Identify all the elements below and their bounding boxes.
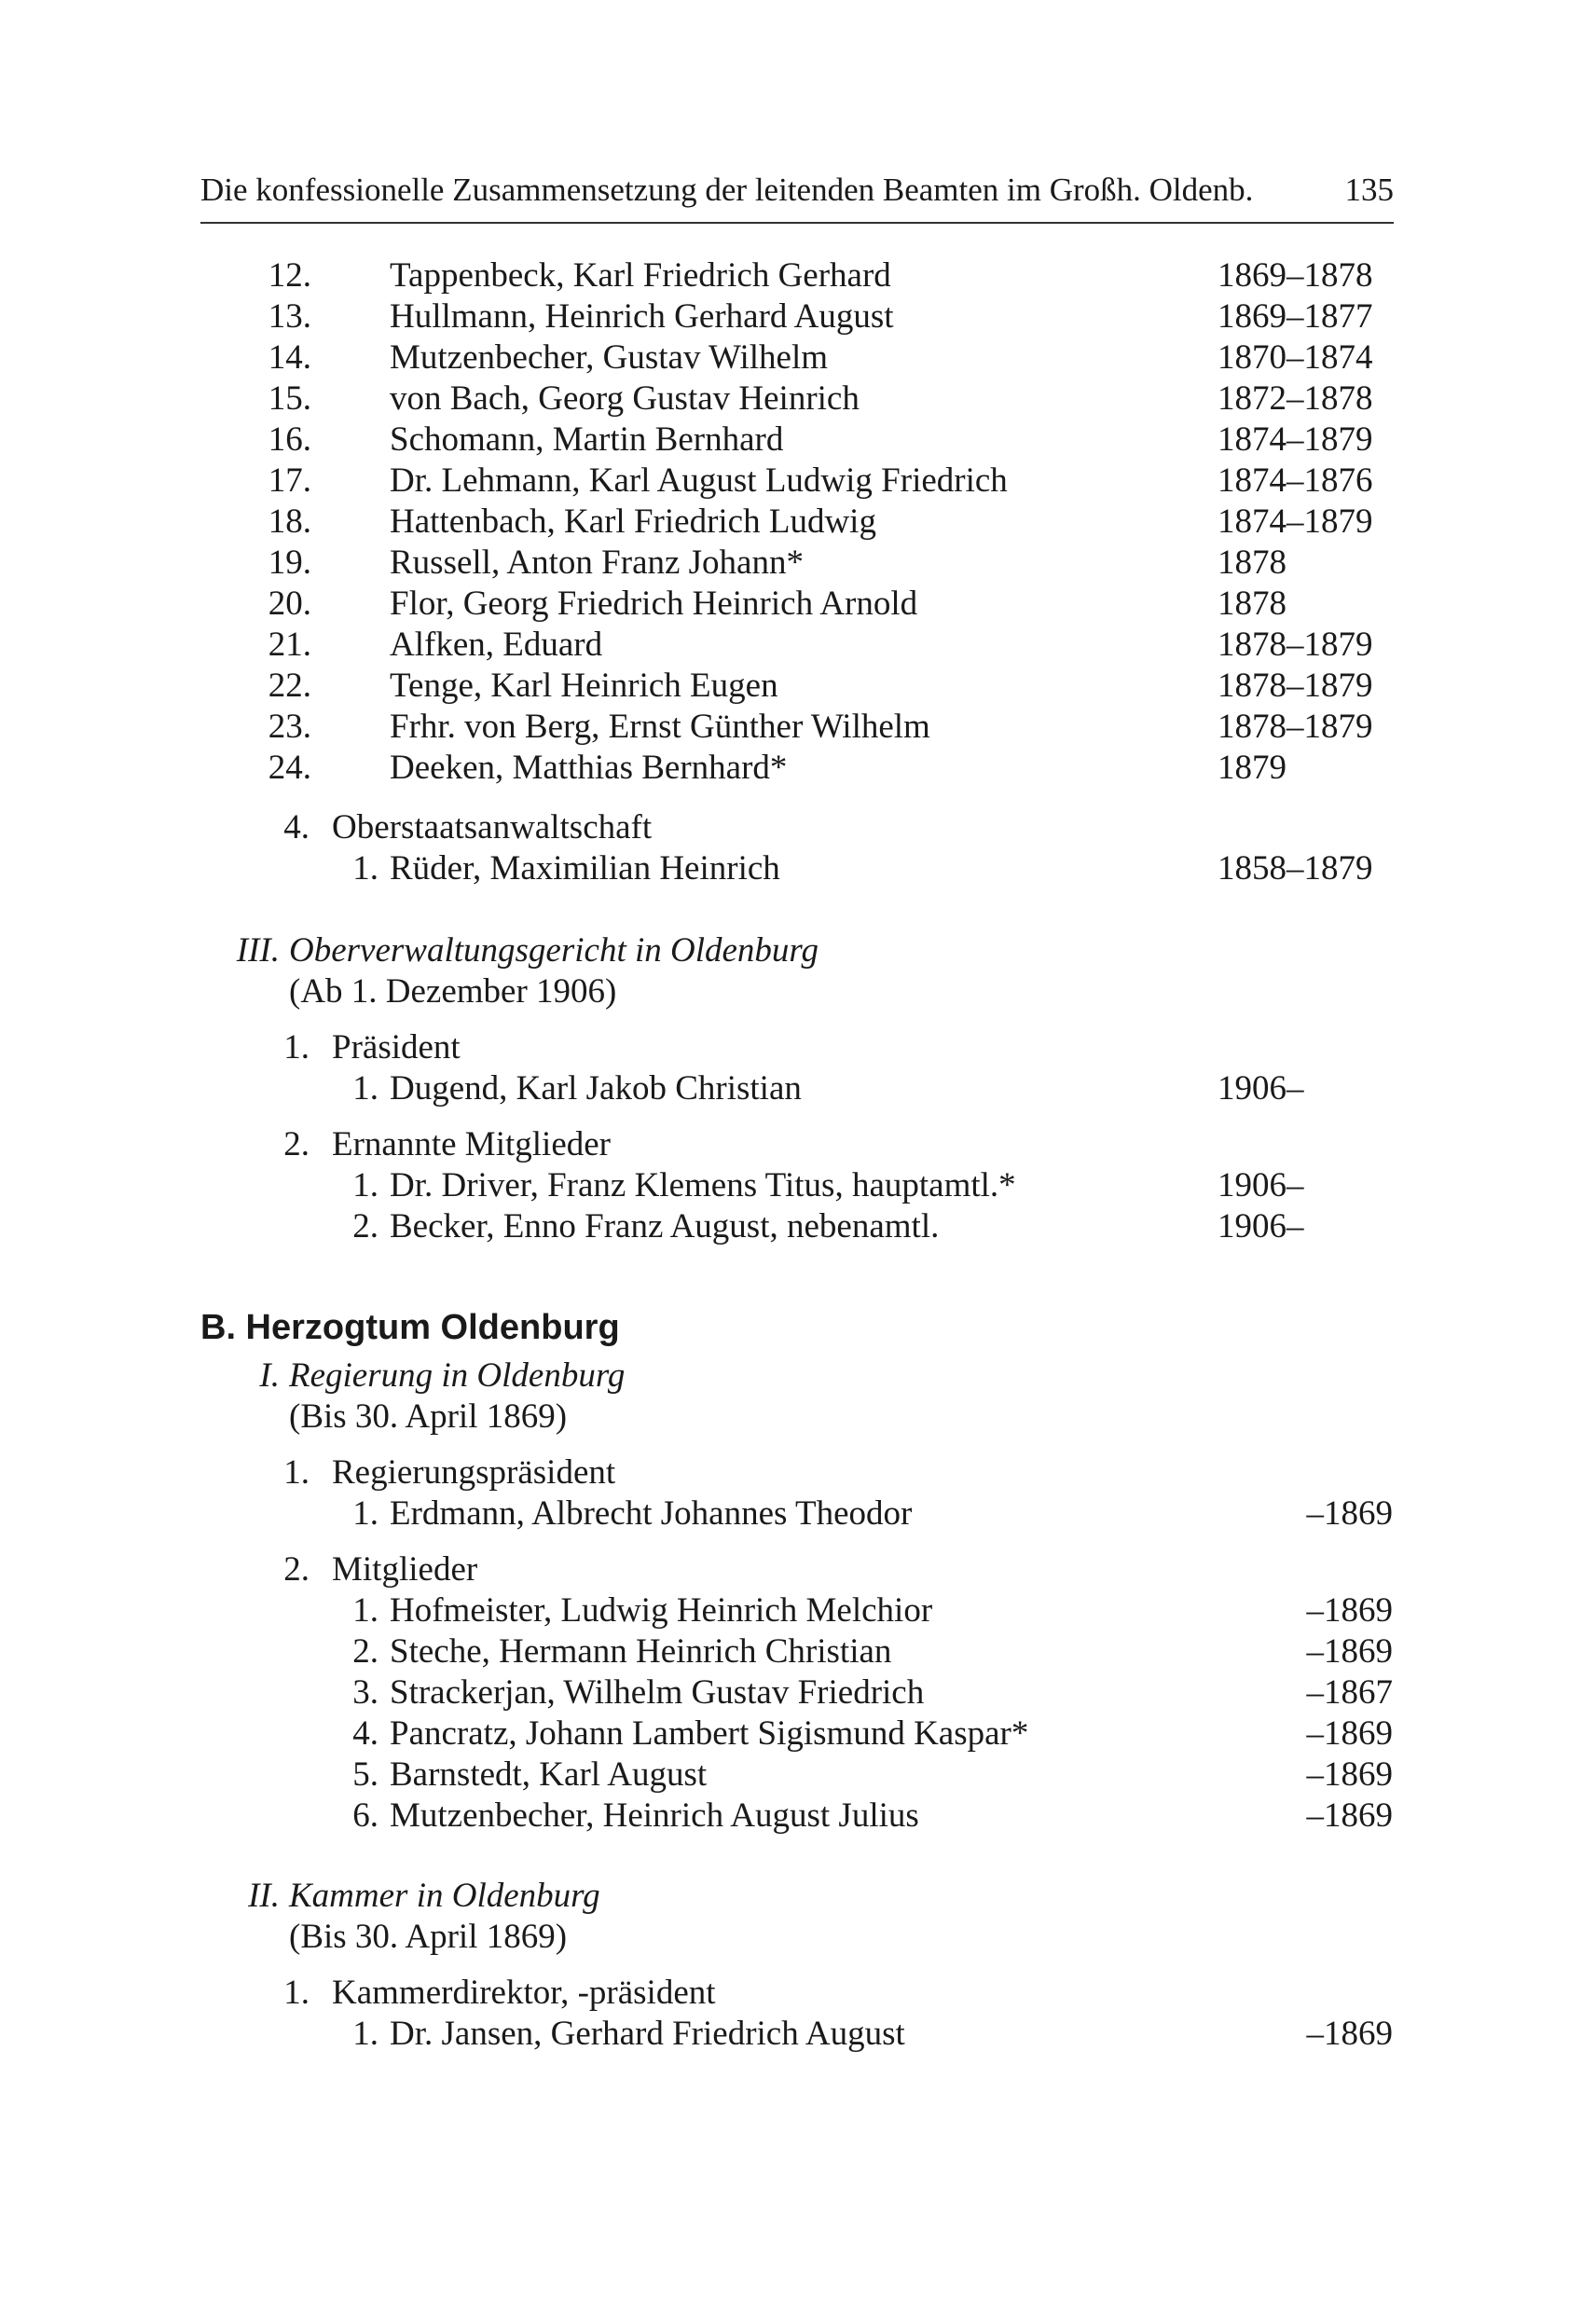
entry-years: –1869 [1306, 1632, 1393, 1671]
entry-name: Pancratz, Johann Lambert Sigismund Kaspar* [390, 1714, 1029, 1753]
section-label: Oberstaatsanwaltschaft [332, 808, 653, 846]
entry-number: 12. [268, 256, 311, 295]
header-rule [200, 222, 1394, 224]
entry-number: 22. [268, 667, 311, 705]
entry-name: Flor, Georg Friedrich Heinrich Arnold [390, 585, 918, 623]
entry-name: Tappenbeck, Karl Friedrich Gerhard [390, 256, 891, 295]
entry-years: 1879 [1218, 749, 1286, 787]
subsection-title: Kammer in Oldenburg [289, 1877, 600, 1915]
section-label: Präsident [332, 1028, 461, 1067]
entry-name: Mutzenbecher, Heinrich August Julius [390, 1796, 919, 1835]
subsection-period: (Bis 30. April 1869) [289, 1918, 568, 1956]
entry-name: Dr. Jansen, Gerhard Friedrich August [390, 2015, 905, 2053]
entry-name: Hofmeister, Ludwig Heinrich Melchior [390, 1591, 933, 1630]
entry-name: von Bach, Georg Gustav Heinrich [390, 379, 860, 418]
entry-years: 1878–1879 [1218, 667, 1373, 705]
entry-name: Tenge, Karl Heinrich Eugen [390, 667, 778, 705]
entry-years: –1869 [1306, 1796, 1393, 1835]
entry-name: Dugend, Karl Jakob Christian [390, 1069, 802, 1108]
entry-name: Barnstedt, Karl August [390, 1755, 708, 1794]
entry-years: 1869–1878 [1218, 256, 1373, 295]
section-number: 1. [283, 1028, 310, 1067]
roman-numeral: III. [236, 931, 280, 970]
entry-name: Frhr. von Berg, Ernst Günther Wilhelm [390, 708, 930, 746]
entry-number: 15. [268, 379, 311, 418]
section-number: 2. [283, 1550, 310, 1589]
entry-years: 1858–1879 [1218, 849, 1373, 888]
entry-name: Rüder, Maximilian Heinrich [390, 849, 780, 888]
entry-years: –1867 [1306, 1673, 1393, 1712]
entry-name: Alfken, Eduard [390, 626, 603, 664]
subsection-period: (Bis 30. April 1869) [289, 1397, 568, 1436]
section-number: 1. [283, 1453, 310, 1492]
entry-years: 1906– [1218, 1207, 1304, 1245]
entry-name: Russell, Anton Franz Johann* [390, 544, 804, 582]
entry-number: 24. [268, 749, 311, 787]
entry-name: Mutzenbecher, Gustav Wilhelm [390, 338, 829, 377]
entry-name: Hattenbach, Karl Friedrich Ludwig [390, 502, 876, 541]
entry-number: 16. [268, 420, 311, 459]
entry-years: 1874–1879 [1218, 420, 1373, 459]
entry-number: 1. [352, 1069, 378, 1108]
roman-numeral: I. [259, 1356, 280, 1395]
entry-years: 1878 [1218, 585, 1286, 623]
entry-number: 2. [352, 1632, 378, 1671]
entry-number: 1. [352, 1166, 378, 1204]
header-title: Die konfessionelle Zusammensetzung der leitenden Beamten im Großh. Oldenb. [200, 172, 1254, 208]
entry-number: 13. [268, 297, 311, 336]
entry-years: 1874–1879 [1218, 502, 1373, 541]
entry-name: Erdmann, Albrecht Johannes Theodor [390, 1494, 913, 1533]
entry-number: 23. [268, 708, 311, 746]
entry-number: 5. [352, 1755, 378, 1794]
entry-years: –1869 [1306, 1755, 1393, 1794]
entry-name: Strackerjan, Wilhelm Gustav Friedrich [390, 1673, 925, 1712]
entry-name: Steche, Hermann Heinrich Christian [390, 1632, 892, 1671]
entry-number: 1. [352, 1494, 378, 1533]
entry-number: 1. [352, 2015, 378, 2053]
entry-name: Dr. Lehmann, Karl August Ludwig Friedrich [390, 461, 1008, 500]
entry-years: 1878–1879 [1218, 708, 1373, 746]
entry-years: 1870–1874 [1218, 338, 1373, 377]
entry-years: 1906– [1218, 1069, 1304, 1108]
section-label: Kammerdirektor, -präsident [332, 1974, 716, 2012]
entry-years: –1869 [1306, 1714, 1393, 1753]
section-label: Mitglieder [332, 1550, 478, 1589]
entry-years: 1874–1876 [1218, 461, 1373, 500]
entry-years: 1869–1877 [1218, 297, 1373, 336]
entry-number: 20. [268, 585, 311, 623]
entry-name: Hullmann, Heinrich Gerhard August [390, 297, 894, 336]
running-header [200, 170, 1394, 211]
entry-name: Schomann, Martin Bernhard [390, 420, 784, 459]
roman-numeral: II. [248, 1877, 280, 1915]
entry-number: 2. [352, 1207, 378, 1245]
entry-number: 14. [268, 338, 311, 377]
entry-years: 1872–1878 [1218, 379, 1373, 418]
section-label: Regierungspräsident [332, 1453, 616, 1492]
entry-number: 17. [268, 461, 311, 500]
entry-years: 1906– [1218, 1166, 1304, 1204]
entry-number: 3. [352, 1673, 378, 1712]
subsection-title: Regierung in Oldenburg [289, 1356, 626, 1395]
entry-years: 1878 [1218, 544, 1286, 582]
section-number: 4. [283, 808, 310, 846]
subsection-title: Oberverwaltungsgericht in Oldenburg [289, 931, 819, 970]
section-number: 1. [283, 1974, 310, 2012]
entry-number: 1. [352, 1591, 378, 1630]
entry-years: –1869 [1306, 1591, 1393, 1630]
entry-name: Becker, Enno Franz August, nebenamtl. [390, 1207, 940, 1245]
entry-name: Deeken, Matthias Bernhard* [390, 749, 788, 787]
entry-number: 4. [352, 1714, 378, 1753]
entry-number: 6. [352, 1796, 378, 1835]
entry-number: 1. [352, 849, 378, 888]
page-number: 135 [1344, 172, 1394, 208]
entry-years: –1869 [1306, 1494, 1393, 1533]
entry-number: 19. [268, 544, 311, 582]
entry-years: 1878–1879 [1218, 626, 1373, 664]
chapter-heading: B. Herzogtum Oldenburg [200, 1308, 620, 1347]
entry-number: 21. [268, 626, 311, 664]
section-label: Ernannte Mitglieder [332, 1125, 611, 1163]
subsection-period: (Ab 1. Dezember 1906) [289, 972, 617, 1011]
entry-number: 18. [268, 502, 311, 541]
entry-name: Dr. Driver, Franz Klemens Titus, hauptamtl.* [390, 1166, 1016, 1204]
section-number: 2. [283, 1125, 310, 1163]
entry-years: –1869 [1306, 2015, 1393, 2053]
